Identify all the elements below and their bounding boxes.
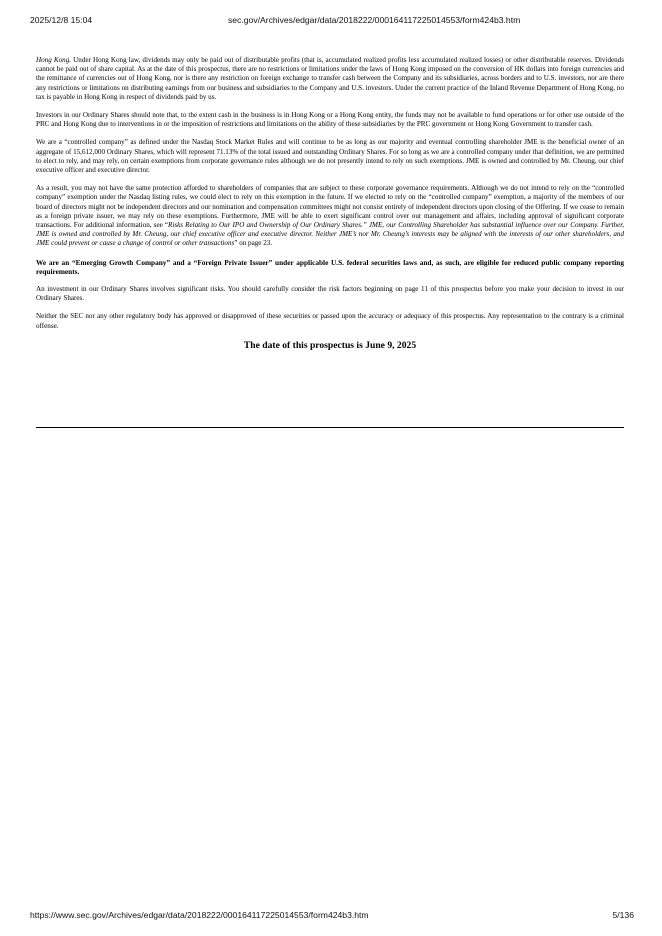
result-paragraph [36, 184, 624, 248]
controlled-company-paragraph: We are a “controlled company” as defined under the Nasdaq Stock Market Rules and will continue to be as long as our majority and eventual controlling shareholder JME is the beneficial owner of an aggregate of 15,612,000 Ordinary Shares, which will represent 71.13% of the total issued and outstanding Ordinary Shares. For so long as we are a controlled company under that definition, we are permitted to elect to rely, and may rely, on certain exemptions from corporate governance rules although we do not presently intend to rely on such exemptions. JME is owned and controlled by Mr. Cheung, our chief executive officer and executive director. [36, 138, 624, 175]
result-body: As a result, you may not have the same protection afforded to shareholders of companies that are subject to these corporate governance requirements. Although we do not intend to rely on the “controlled company” exemption under the Nasdaq listing rules, we could elect to rely on this exemption in the future. If we elected to rely on the “controlled company” exemption, a majority of the members of our board of directors might not be independent directors and our nomination and compensation committees might not consist entirely of independent directors upon closing of the Offering. If we cease to remain as a foreign private issuer, we may rely on these exemptions. Furthermore, JME will be able to exert significant control over our management and affairs, including approval of significant corporate transactions. For additional information, see “ [36, 184, 624, 230]
print-header [30, 15, 634, 29]
document-body [36, 56, 624, 361]
print-datetime: 2025/12/8 15:04 [30, 15, 93, 25]
hong-kong-lead: Hong Kong. [36, 56, 72, 64]
print-page-url: sec.gov/Archives/edgar/data/2018222/000164117225014553/form424b3.htm [228, 15, 521, 25]
horizontal-rule [36, 427, 624, 428]
hong-kong-body: Under Hong Kong law, dividends may only be paid out of distributable profits (that is, accumulated realized profits less accumulated realized losses) or other distributable reserves. Dividends cannot be paid out of share capital. As at the date of this prospectus, there are no restrictions or limitations under the laws of Hong Kong imposed on the conversion of HK dollars into foreign currencies and the remittance of currencies out of Hong Kong, nor is there any restriction on foreign exchange to transfer cash between the Company and its subsidiaries, across borders and to U.S. investors, nor are there any restrictions or limitations on distributing earnings from our business and subsidiaries to the Company and U.S. investors. Under the current practice of the Inland Revenue Department of Hong Kong, no tax is payable in Hong Kong in respect of dividends paid by us. [36, 56, 624, 101]
emerging-growth-paragraph: We are an “Emerging Growth Company” and a “Foreign Private Issuer” under applicable U.S. federal securities laws and, as such, are eligible for reduced public company reporting requirements. [36, 257, 624, 276]
print-footer [30, 910, 634, 924]
sec-disclaimer-paragraph: Neither the SEC nor any other regulatory body has approved or disapproved of these securities or passed upon the accuracy or adequacy of this prospectus. Any representation to the contrary is a criminal offense. [36, 312, 624, 330]
investors-paragraph: Investors in our Ordinary Shares should note that, to the extent cash in the business is in Hong Kong or a Hong Kong entity, the funds may not be available to fund operations or for other use outside of the PRC and Hong Kong due to interventions in or the imposition of restrictions and limitations on the ability of these subsidiaries by the PRC government or Hong Kong Government to transfer cash. [36, 111, 624, 129]
prospectus-date: The date of this prospectus is June 9, 2025 [243, 339, 417, 351]
hong-kong-dividends-paragraph [36, 56, 624, 102]
footer-url: https://www.sec.gov/Archives/edgar/data/2018222/000164117225014553/form424b3.htm [30, 910, 369, 920]
result-tail: ” on page 23. [234, 239, 273, 248]
risk-factor-reference: Risks Relating to Our IPO and Ownership of Our Ordinary Shares.” JME, our Controlling Shareholder has substantial influence over our Company. Further, JME is owned and controlled by Mr. Cheung, our chief executive officer and executive director. Neither JME’s nor Mr. Cheung’s interests may be aligned with the interests of our other shareholders, and JME could prevent or cause a change of control or other transactions [36, 221, 625, 248]
risk-paragraph: An investment in our Ordinary Shares involves significant risks. You should carefully consider the risk factors beginning on page 11 of this prospectus before you make your decision to invest in our Ordinary Shares. [36, 285, 624, 303]
page-number: 5/136 [612, 910, 634, 920]
